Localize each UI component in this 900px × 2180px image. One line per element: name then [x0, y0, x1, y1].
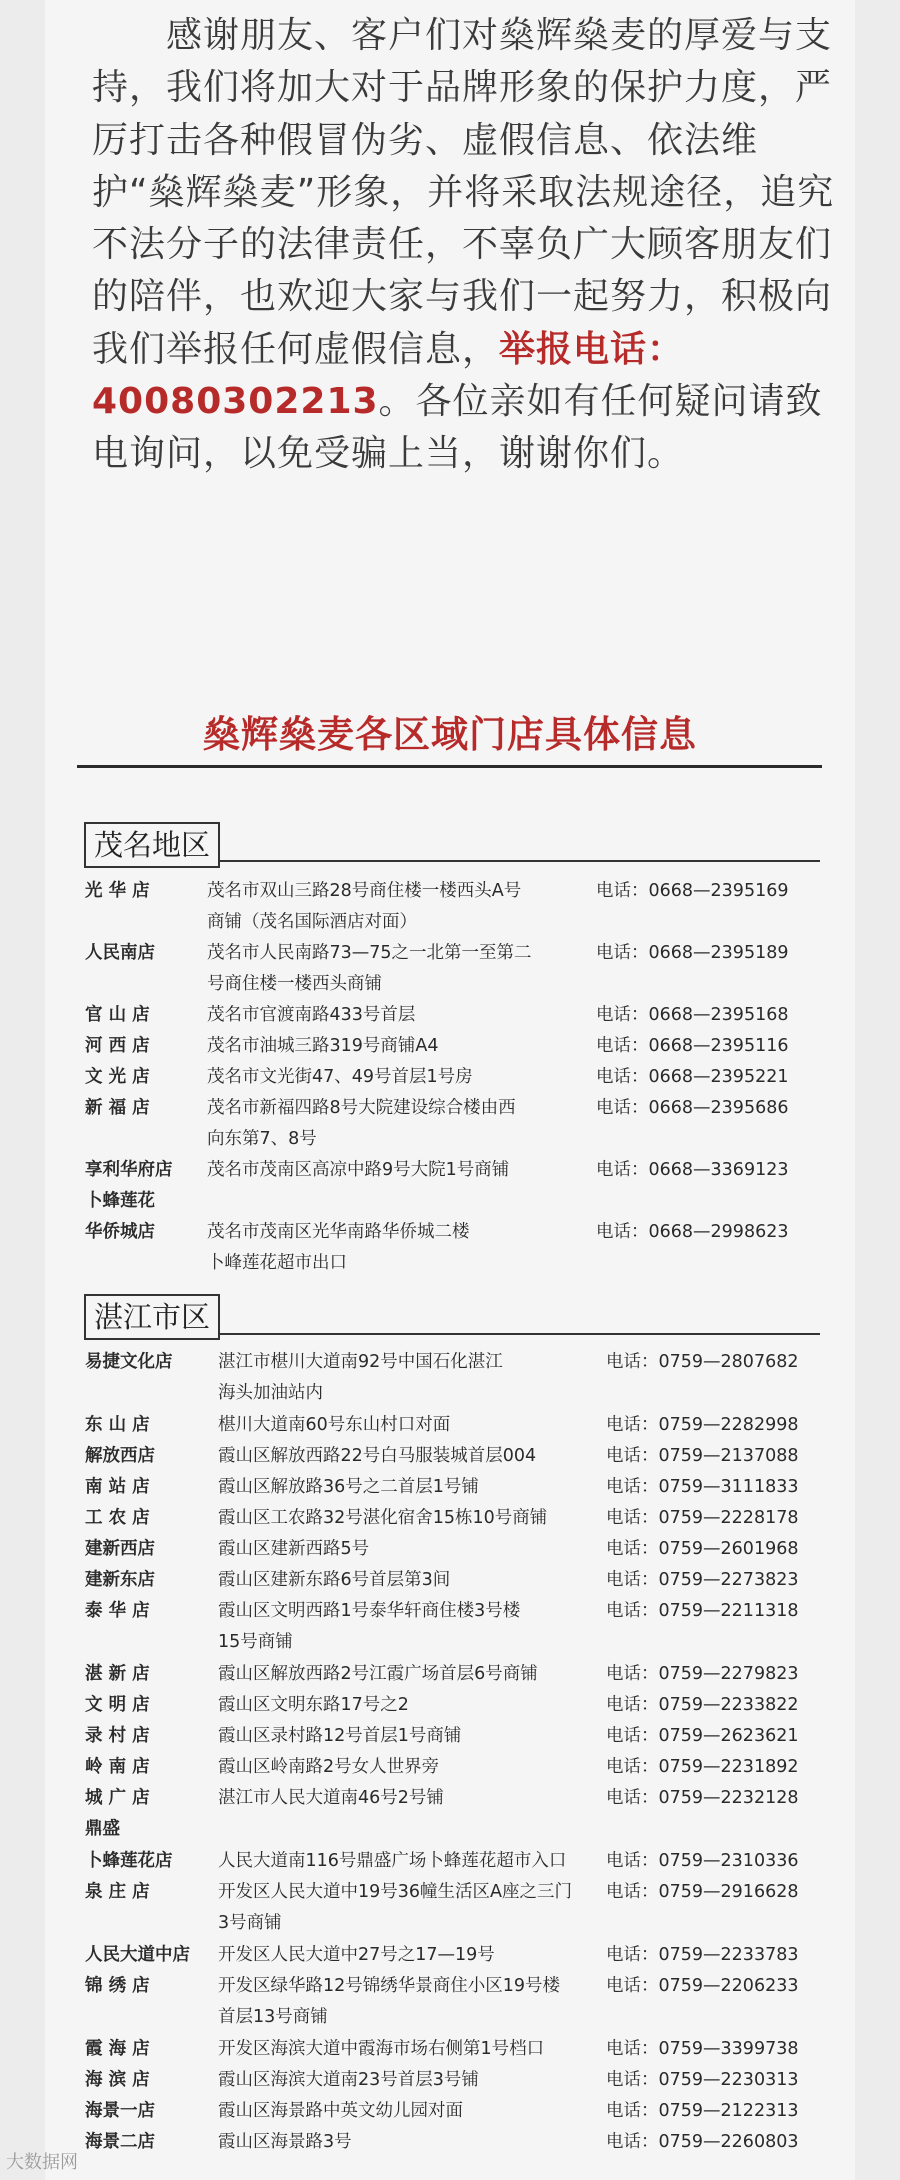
- store-name: 东 山 店: [85, 1415, 150, 1435]
- store-name: 工 农 店: [85, 1508, 150, 1528]
- store-address: 霞山区录村路12号首层1号商铺: [218, 1726, 462, 1746]
- store-name: 湛 新 店: [85, 1664, 150, 1684]
- store-address: 霞山区解放西路2号江霞广场首层6号商铺: [218, 1664, 538, 1684]
- watermark: 大数据网: [6, 2152, 78, 2173]
- store-phone: 电话：0759—2807682: [606, 1352, 799, 1372]
- store-phone: 电话：0759—2623621: [606, 1726, 799, 1746]
- store-phone: 电话：0668—3369123: [596, 1160, 789, 1180]
- store-name: 河 西 店: [85, 1036, 150, 1056]
- store-name: 人民南店: [85, 943, 155, 963]
- store-phone: 电话：0759—2916628: [606, 1882, 799, 1902]
- store-address: 人民大道南116号鼎盛广场卜蜂莲花超市入口: [218, 1851, 567, 1871]
- store-address: 开发区绿华路12号锦绣华景商住小区19号楼 首层13号商铺: [218, 1976, 561, 2027]
- store-name: 城 广 店 鼎盛: [85, 1788, 150, 1839]
- store-address: 开发区人民大道中27号之17—19号: [218, 1945, 495, 1965]
- store-phone: 电话：0759—2137088: [606, 1446, 799, 1466]
- store-name: 霞 海 店: [85, 2039, 150, 2059]
- store-address: 霞山区文明东路17号之2: [218, 1695, 409, 1715]
- store-phone: 电话：0759—2228178: [606, 1508, 799, 1528]
- store-phone: 电话：0759—2310336: [606, 1851, 799, 1871]
- store-phone: 电话：0668—2395168: [596, 1005, 789, 1025]
- store-name: 建新东店: [85, 1570, 155, 1590]
- store-address: 霞山区文明西路1号泰华轩商住楼3号楼 15号商铺: [218, 1601, 521, 1652]
- store-name: 泰 华 店: [85, 1601, 150, 1621]
- store-name: 海景二店: [85, 2132, 155, 2152]
- store-name: 华侨城店: [85, 1222, 155, 1242]
- store-name: 卜蜂莲花店: [85, 1851, 173, 1871]
- intro-text-end: 。各位亲如有任何疑问请致电询问，以免受骗上当，谢谢你们。: [92, 381, 823, 475]
- intro-text: 感谢朋友、客户们对燊辉燊麦的厚爱与支持，我们将加大对于品牌形象的保护力度，严厉打击各种假冒伪劣、虚假信息、依法维护“燊辉燊麦”形象，并将采取法规途径，追究不法分子的法律责任，不辜负广大顾客朋友们的陪伴，也欢迎大家与我们一起努力，积极向我们举报任何虚假信息，: [92, 15, 835, 370]
- store-address: 茂名市油城三路319号商铺A4: [207, 1036, 439, 1056]
- store-address: 茂名市人民南路73—75之一北第一至第二 号商住楼一楼西头商铺: [207, 943, 532, 994]
- store-phone: 电话：0759—2601968: [606, 1539, 799, 1559]
- store-phone: 电话：0668—2395169: [596, 881, 789, 901]
- report-hotline: 举报电话：40080302213: [92, 328, 685, 423]
- store-name: 官 山 店: [85, 1005, 150, 1025]
- store-phone: 电话：0668—2395116: [596, 1036, 789, 1056]
- store-name: 泉 庄 店: [85, 1882, 150, 1902]
- store-phone: 电话：0759—2232128: [606, 1788, 799, 1808]
- store-address: 霞山区海滨大道南23号首层3号铺: [218, 2070, 479, 2090]
- store-name: 人民大道中店: [85, 1945, 190, 1965]
- stores-heading: 燊辉燊麦各区域门店具体信息: [203, 713, 697, 756]
- store-address: 茂名市文光街47、49号首层1号房: [207, 1067, 473, 1087]
- store-phone: 电话：0668—2395221: [596, 1067, 789, 1087]
- store-phone: 电话：0759—2231892: [606, 1757, 799, 1777]
- store-address: 霞山区岭南路2号女人世界旁: [218, 1757, 440, 1777]
- store-name: 享利华府店 卜蜂莲花: [85, 1160, 173, 1211]
- store-phone: 电话：0759—2233822: [606, 1695, 799, 1715]
- store-phone: 电话：0759—2122313: [606, 2101, 799, 2121]
- store-phone: 电话：0668—2998623: [596, 1222, 789, 1242]
- store-name: 解放西店: [85, 1446, 155, 1466]
- store-phone: 电话：0759—2260803: [606, 2132, 799, 2152]
- store-address: 椹川大道南60号东山村口对面: [218, 1415, 451, 1435]
- store-address: 开发区海滨大道中霞海市场右侧第1号档口: [218, 2039, 545, 2059]
- store-name: 海 滨 店: [85, 2070, 150, 2090]
- store-phone: 电话：0759—2273823: [606, 1570, 799, 1590]
- store-address: 湛江市椹川大道南92号中国石化湛江 海头加油站内: [218, 1352, 503, 1403]
- store-phone: 电话：0759—3111833: [606, 1477, 799, 1497]
- store-name: 南 站 店: [85, 1477, 150, 1497]
- store-name: 锦 绣 店: [85, 1976, 150, 1996]
- store-address: 开发区人民大道中19号36幢生活区A座之三门 3号商铺: [218, 1882, 573, 1933]
- store-phone: 电话：0668—2395686: [596, 1098, 789, 1118]
- store-address: 霞山区海景路3号: [218, 2132, 352, 2152]
- store-name: 新 福 店: [85, 1098, 150, 1118]
- store-address: 霞山区解放路36号之二首层1号铺: [218, 1477, 479, 1497]
- store-address: 霞山区海景路中英文幼儿园对面: [218, 2101, 463, 2121]
- store-phone: 电话：0759—3399738: [606, 2039, 799, 2059]
- store-name: 易捷文化店: [85, 1352, 173, 1372]
- store-name: 光 华 店: [85, 881, 150, 901]
- store-name: 海景一店: [85, 2101, 155, 2121]
- store-address: 茂名市新福四路8号大院建设综合楼由西 向东第7、8号: [207, 1098, 516, 1149]
- store-address: 茂名市官渡南路433号首层: [207, 1005, 416, 1025]
- store-address: 霞山区工农路32号湛化宿舍15栋10号商铺: [218, 1508, 548, 1528]
- heading-divider: [77, 765, 822, 768]
- store-address: 霞山区建新东路6号首层第3间: [218, 1570, 451, 1590]
- store-phone: 电话：0759—2279823: [606, 1664, 799, 1684]
- store-phone: 电话：0759—2230313: [606, 2070, 799, 2090]
- store-phone: 电话：0759—2206233: [606, 1976, 799, 1996]
- store-address: 茂名市茂南区高凉中路9号大院1号商铺: [207, 1160, 510, 1180]
- store-address: 茂名市双山三路28号商住楼一楼西头A号 商铺（茂名国际酒店对面）: [207, 881, 522, 932]
- store-name: 文 光 店: [85, 1067, 150, 1087]
- store-name: 建新西店: [85, 1539, 155, 1559]
- store-phone: 电话：0759—2233783: [606, 1945, 799, 1965]
- store-address: 霞山区解放西路22号白马服装城首层004: [218, 1446, 537, 1466]
- store-address: 茂名市茂南区光华南路华侨城二楼 卜峰莲花超市出口: [207, 1222, 470, 1273]
- region-title-maoming: 茂名地区: [84, 822, 220, 868]
- store-phone: 电话：0668—2395189: [596, 943, 789, 963]
- store-name: 录 村 店: [85, 1726, 150, 1746]
- region-title-zhanjiang: 湛江市区: [84, 1294, 220, 1340]
- store-name: 岭 南 店: [85, 1757, 150, 1777]
- store-address: 霞山区建新西路5号: [218, 1539, 370, 1559]
- intro-paragraph: [92, 10, 850, 481]
- store-phone: 电话：0759—2282998: [606, 1415, 799, 1435]
- store-phone: 电话：0759—2211318: [606, 1601, 799, 1621]
- store-name: 文 明 店: [85, 1695, 150, 1715]
- store-address: 湛江市人民大道南46号2号铺: [218, 1788, 444, 1808]
